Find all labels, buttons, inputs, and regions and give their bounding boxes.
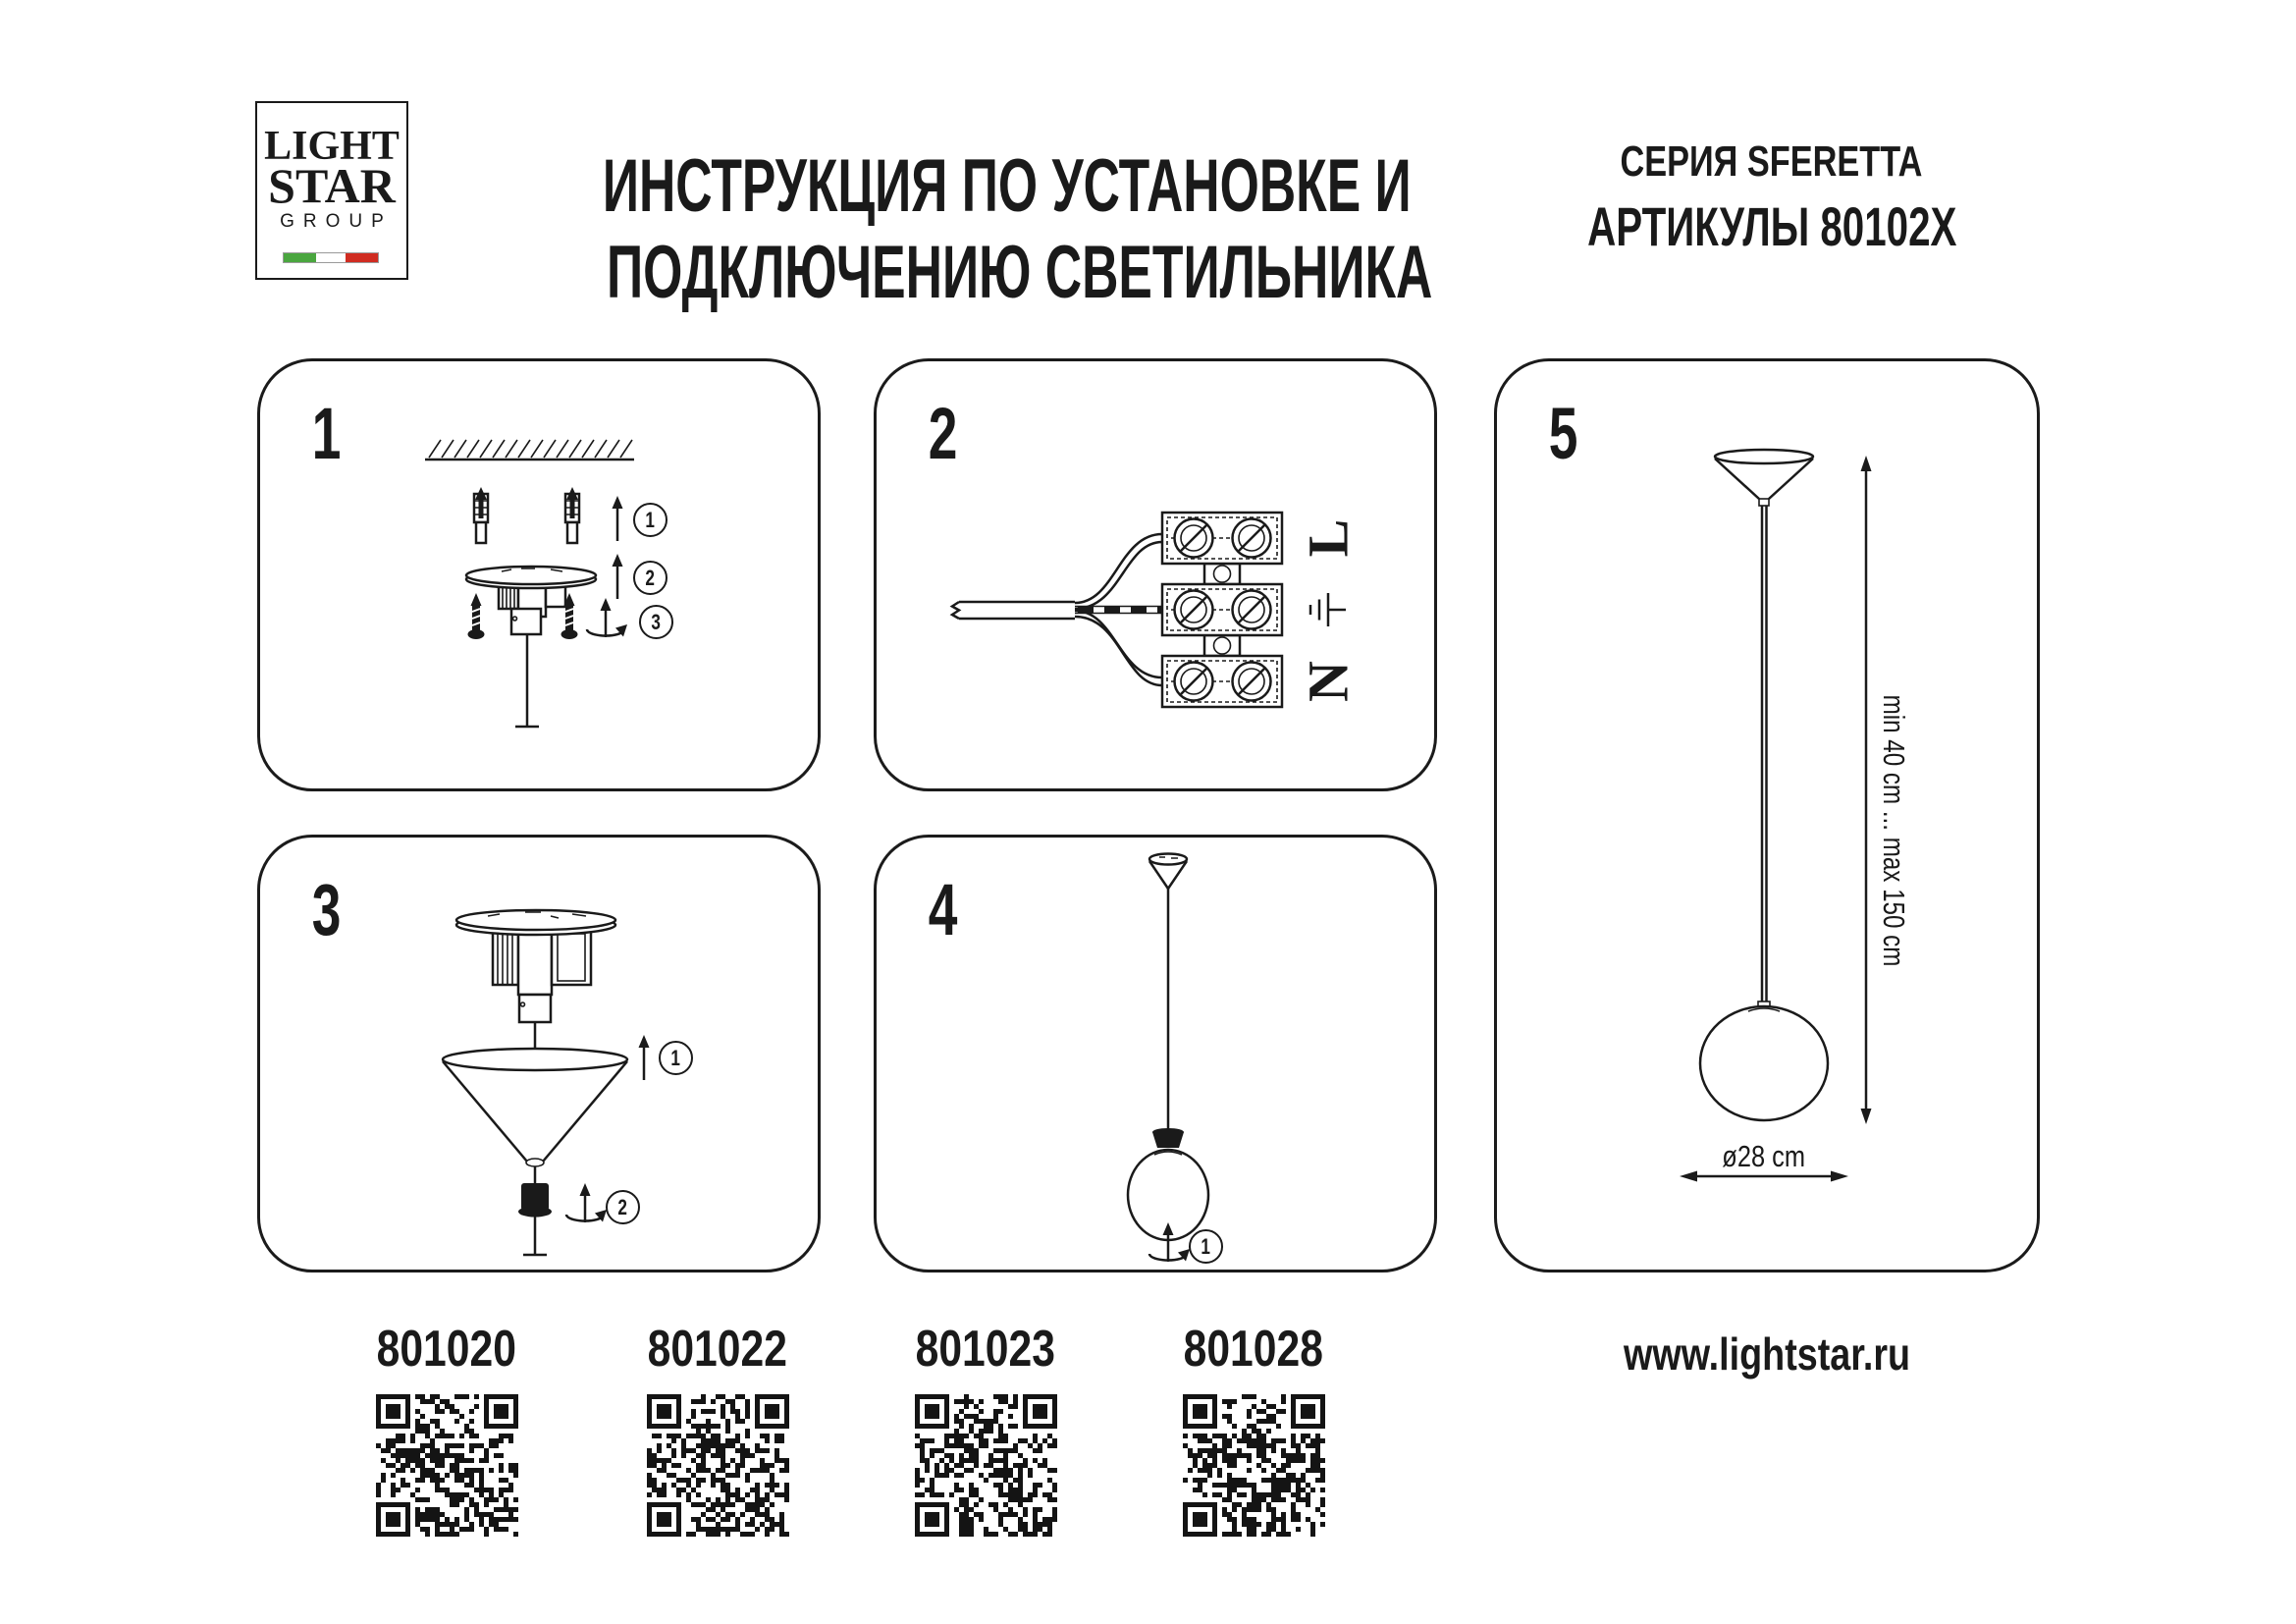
article-column bbox=[339, 1321, 555, 1542]
pendant-assembly-drawing bbox=[1128, 854, 1208, 1241]
logo-text-light: LIGHT bbox=[264, 124, 400, 169]
dimensions-panel bbox=[1494, 358, 2040, 1272]
logo-text-star: STAR bbox=[268, 158, 396, 213]
terminal-block-drawing bbox=[1162, 513, 1282, 707]
step-panel-4 bbox=[874, 835, 1437, 1272]
wall-plug-icon bbox=[565, 487, 579, 543]
qr-code bbox=[1183, 1394, 1325, 1537]
articles-label: АРТИКУЛЫ 80102X bbox=[1587, 195, 1957, 257]
title-line-2: ПОДКЛЮЧЕНИЮ СВЕТИЛЬНИКА bbox=[606, 231, 1433, 314]
panel-number: 4 bbox=[929, 869, 958, 950]
qr-code bbox=[915, 1394, 1057, 1537]
italian-flag-bar bbox=[283, 252, 379, 263]
rotate-direction-icon bbox=[566, 1183, 607, 1222]
panel-number: 1 bbox=[312, 393, 342, 474]
article-number: 801020 bbox=[376, 1321, 517, 1378]
series-label: СЕРИЯ SFERETTA bbox=[1619, 137, 1923, 186]
qr-code bbox=[376, 1394, 518, 1537]
step-marker-2: 2 bbox=[633, 561, 667, 595]
article-number: 801028 bbox=[1183, 1321, 1324, 1378]
step-marker-1: 1 bbox=[1189, 1229, 1223, 1264]
cone-canopy-drawing bbox=[443, 1049, 627, 1183]
height-range-label: min 40 cm ... max 150 cm bbox=[1877, 694, 1911, 967]
panel-number: 3 bbox=[312, 869, 342, 950]
dimensions-drawing bbox=[1497, 361, 2037, 1270]
flag-green-segment bbox=[284, 253, 316, 262]
step-marker-1: 1 bbox=[659, 1041, 693, 1075]
ceiling-mount-drawing bbox=[456, 910, 615, 1049]
up-arrow-icon bbox=[613, 554, 623, 599]
glass-sphere-drawing bbox=[1700, 1006, 1828, 1120]
step-marker-1: 1 bbox=[633, 503, 667, 537]
ceiling-mount-drawing bbox=[466, 567, 596, 727]
logo-text-group: GROUP bbox=[280, 211, 393, 232]
step-marker-3: 3 bbox=[639, 605, 673, 639]
step-panel-1 bbox=[257, 358, 821, 791]
qr-code bbox=[647, 1394, 789, 1537]
article-column bbox=[878, 1321, 1094, 1542]
step-marker-2: 2 bbox=[606, 1190, 640, 1224]
flag-red-segment bbox=[346, 253, 378, 262]
neutral-wire-label: N bbox=[1296, 661, 1361, 702]
website-url: www.lightstar.ru bbox=[1623, 1328, 1911, 1380]
diameter-label: ø28 cm bbox=[1722, 1139, 1806, 1173]
screw-icon bbox=[468, 593, 485, 639]
article-number: 801022 bbox=[647, 1321, 788, 1378]
line-wire-label: L bbox=[1296, 518, 1361, 558]
article-number: 801023 bbox=[915, 1321, 1056, 1378]
title-line-1: ИНСТРУКЦИЯ ПО УСТАНОВКЕ И bbox=[602, 144, 1412, 228]
flag-white-segment bbox=[316, 253, 347, 262]
earth-ground-symbol bbox=[1310, 593, 1346, 626]
article-column bbox=[1146, 1321, 1362, 1542]
article-column bbox=[610, 1321, 826, 1542]
up-arrow-icon bbox=[639, 1035, 650, 1080]
step-panel-3 bbox=[257, 835, 821, 1272]
page-title bbox=[412, 143, 1433, 316]
step-panel-2 bbox=[874, 358, 1437, 791]
rotate-direction-icon bbox=[587, 598, 627, 637]
mains-cable-drawing bbox=[952, 534, 1162, 685]
cord-grip-drawing bbox=[518, 1183, 552, 1255]
panel-number: 5 bbox=[1549, 393, 1578, 474]
panel-number: 2 bbox=[929, 393, 958, 474]
up-arrow-icon bbox=[613, 496, 623, 541]
height-dimension-arrow bbox=[1861, 456, 1872, 1124]
lightstar-logo bbox=[255, 101, 408, 280]
pendant-lamp-drawing bbox=[1700, 450, 1828, 1120]
wall-plug-icon bbox=[474, 487, 488, 543]
